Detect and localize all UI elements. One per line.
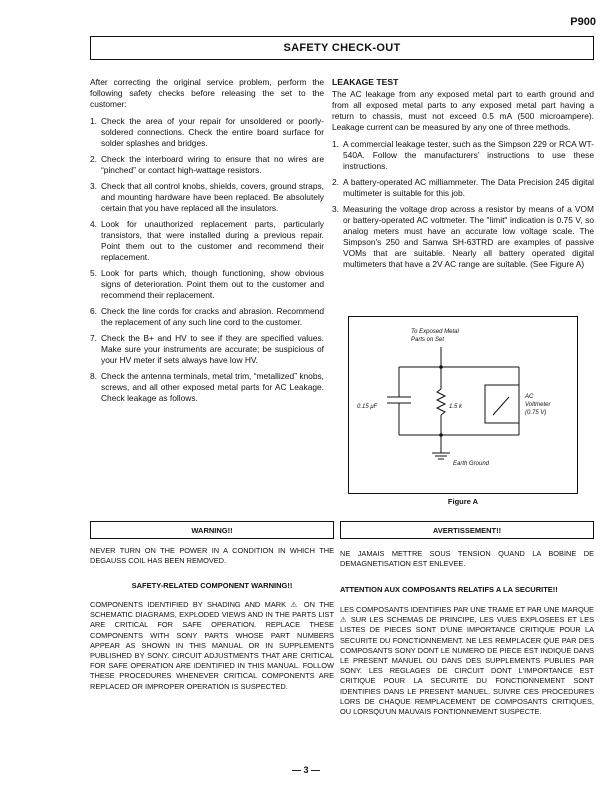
voltmeter-label-1: AC — [525, 394, 534, 400]
label-parts-on-set: Parts on Set — [411, 337, 445, 343]
page-title: SAFETY CHECK-OUT — [90, 36, 594, 60]
figure-caption: Figure A — [447, 497, 479, 506]
list-item: 8. Check the antenna terminals, metal trim, “metallized” knobs, screws, and all other exposed metal parts for AC Leakage. Check leakage as follows. — [90, 371, 324, 403]
page-number: — 3 — — [291, 765, 320, 775]
model-number: P900 — [570, 16, 596, 28]
warning-text: NEVER TURN ON THE POWER IN A CONDITION IN WHICH THE DEGAUSS COIL HAS BEEN REMOVED. — [90, 546, 334, 566]
avertissement-box: AVERTISSEMENT!! — [340, 521, 594, 539]
leakage-test-title: LEAKAGE TEST — [332, 77, 399, 87]
intro-paragraph: After correcting the original service problem, perform the following safety checks before releasing the set to the customer: — [90, 77, 324, 109]
voltmeter-label-2: Voltmeter — [525, 402, 551, 408]
list-item: 6. Check the line cords for cracks and abrasion. Recommend the replacement of any such line cord to the customer. — [90, 306, 324, 327]
list-item: 1. A commercial leakage tester, such as the Simpson 229 or RCA WT-540A. Follow the manufacturers’ instructions to use these instructions. — [332, 139, 594, 171]
earth-ground-label: Earth Ground — [453, 461, 490, 467]
avertissement-text: NE JAMAIS METTRE SOUS TENSION QUAND LA BOBINE DE DEMAGNETISATION EST ENLEVEE. — [340, 549, 594, 569]
voltmeter-label-3: (0.75 V) — [525, 410, 547, 416]
composants-securite-text: LES COMPOSANTS IDENTIFIES PAR UNE TRAME ET PAR UNE MARQUE ⚠ SUR LES SCHEMAS DE PRINCIPE, LES VUES EXPLOSEES ET LES LISTES DE PIECES SONT D'UNE IMPORTANCE CRITIQUE POUR LA SECURITE DU FONCTIONNEMENT. NE LES REMPLACER QUE PAR DES COMPOSANTS SONY DONT LE NUMERO DE PIECE EST INDIQUE DANS LE PRESENT MANUEL OU DANS DES SUPPLEMENTS PUBLIES PAR SONY. LES REGLAGES DE CIRCUIT DONT L'IMPORTANCE EST CRITIQUE POUR LA SECURITE DU FONCTIONNEMENT SONT IDENTIFIES DANS LE PRESENT MANUEL. SUIVRE CES PROCEDURES LORS DE CHAQUE REMPLACEMENT DE COMPOSANTS CRITIQUES, OU LORSQU'UN MAUVAIS FONTIONNEMENT SUSPECTE. — [340, 605, 594, 717]
leakage-test-column — [332, 77, 594, 275]
capacitor-label: 0.15 μF — [357, 404, 378, 410]
label-exposed-metal: To Exposed Metal — [411, 329, 459, 335]
safety-component-heading: SAFETY-RELATED COMPONENT WARNING!! — [131, 581, 293, 590]
safety-checks-column — [90, 77, 324, 409]
list-item: 4. Look for unauthorized replacement parts, particularly transistors, that were installed during a previous repair. Point them out to the customer and recommend their replacement. — [90, 219, 324, 262]
list-item: 3. Check that all control knobs, shields, covers, ground straps, and mounting hardware have been replaced. Be absolutely certain that you have replaced all the insulators. — [90, 181, 324, 213]
warning-box: WARNING!! — [90, 521, 334, 539]
safety-check-list — [90, 116, 324, 404]
resistor-label: 1.5 k — [449, 404, 463, 410]
figure-a-circuit — [348, 316, 578, 494]
list-item: 3. Measuring the voltage drop across a resistor by means of a VOM or battery-operated AC voltmeter. The "limit" indication is 0.75 V, so analog meters must have an accurate low voltage scale. The Simpson's 250 and Sanwa SH-63TRD are examples of passive VOMs that are suitable. Nearly all battery operated digital multimeters that have a 2V AC range are suitable. (See Figure A) — [332, 204, 594, 269]
circuit-diagram — [349, 317, 579, 495]
leakage-method-list — [332, 139, 594, 270]
list-item: 2. A battery-operated AC milliammeter. The Data Precision 245 digital multimeter is suitable for this job. — [332, 177, 594, 198]
list-item: 5. Look for parts which, though functioning, show obvious signs of deterioration. Point them out to the customer and recommend their replacement. — [90, 268, 324, 300]
safety-component-text: COMPONENTS IDENTIFIED BY SHADING AND MARK ⚠ ON THE SCHEMATIC DIAGRAMS, EXPLODED VIEWS AND IN THE PARTS LIST ARE CRITICAL FOR SAFE OPERATION. REPLACE THESE COMPONENTS WITH SONY PARTS WHOSE PART NUMBERS APPEAR AS SHOWN IN THIS MANUAL OR IN SUPPLEMENTS PUBLISHED BY SONY. CIRCUIT ADJUSTMENTS THAT ARE CRITICAL FOR SAFE OPERATION ARE IDENTIFIED IN THIS MANUAL. FOLLOW THESE PROCEDURES WHENEVER CRITICAL COMPONENTS ARE REPLACED OR IMPROPER OPERATION IS SUSPECTED. — [90, 600, 334, 691]
composants-securite-heading: ATTENTION AUX COMPOSANTS RELATIFS A LA SECURITE!! — [340, 585, 558, 594]
list-item: 1. Check the area of your repair for unsoldered or poorly-soldered connections. Check the entire board surface for solder splashes and bridges. — [90, 116, 324, 148]
list-item: 2. Check the interboard wiring to ensure that no wires are “pinched” or contact high-wattage resistors. — [90, 154, 324, 175]
list-item: 7. Check the B+ and HV to see if they are specified values. Make sure your instruments are accurate; be suspicious of your HV meter if sets always have low HV. — [90, 333, 324, 365]
leakage-intro: The AC leakage from any exposed metal part to earth ground and from all exposed metal parts to any exposed metal part having a return to chassis, must not exceed 0.5 mA (500 microampere). Leakage current can be measured by any one of three methods. — [332, 89, 594, 132]
